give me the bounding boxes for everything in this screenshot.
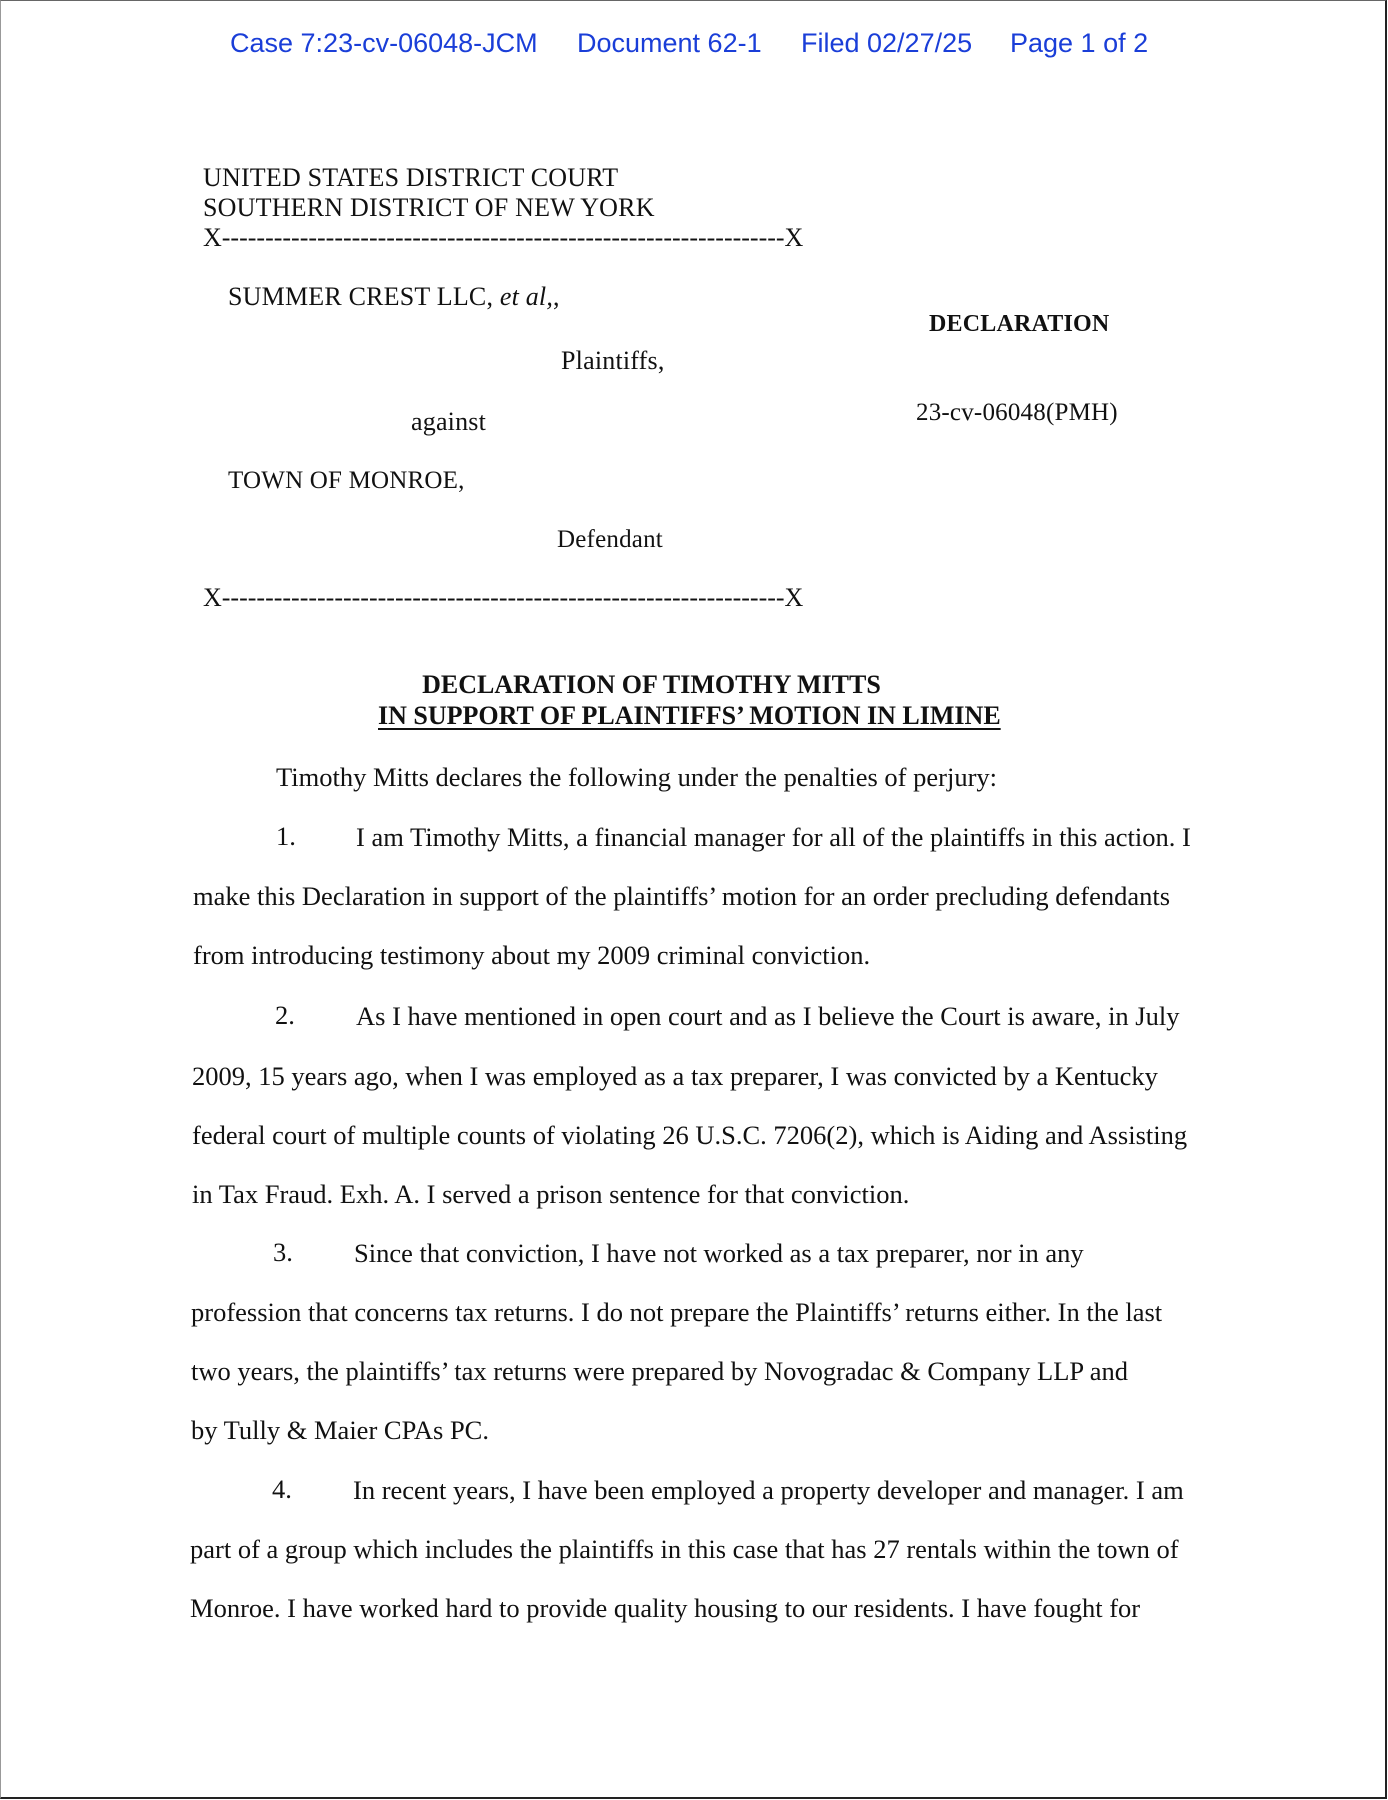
paragraph-number: 1.	[276, 821, 296, 851]
paragraph-number: 4.	[272, 1474, 292, 1504]
court-name-line2: SOUTHERN DISTRICT OF NEW YORK	[203, 193, 655, 222]
plaintiff-trailing-comma: ,	[553, 282, 560, 311]
caption-separator-top: X-----------------------------------------------------------------X	[203, 223, 804, 252]
paragraph-line: federal court of multiple counts of violating 26 U.S.C. 7206(2), which is Aiding and Assisting	[192, 1120, 1188, 1150]
paragraph-line: from introducing testimony about my 2009 criminal conviction.	[193, 940, 871, 970]
caption-separator-bottom: X-----------------------------------------------------------------X	[203, 583, 804, 612]
ecf-page-indicator: Page 1 of 2	[1010, 28, 1149, 58]
plaintiff-name-text: SUMMER CREST LLC,	[228, 282, 494, 311]
paragraph-line: by Tully & Maier CPAs PC.	[191, 1415, 489, 1445]
paragraph-line: profession that concerns tax returns. I do not prepare the Plaintiffs’ returns either. In the last	[191, 1297, 1163, 1327]
paragraph-number: 2.	[275, 1000, 295, 1030]
caption-against: against	[411, 407, 487, 436]
paragraph-line: Since that conviction, I have not worked as a tax preparer, nor in any	[354, 1238, 1084, 1268]
plaintiff-name	[228, 282, 560, 312]
ecf-case-number: Case 7:23-cv-06048-JCM	[230, 28, 538, 58]
ecf-filed-date: Filed 02/27/25	[801, 28, 973, 58]
defendant-label: Defendant	[557, 526, 663, 553]
paragraph-line: Monroe. I have worked hard to provide quality housing to our residents. I have fought for	[190, 1593, 1141, 1623]
paragraph-line: make this Declaration in support of the plaintiffs’ motion for an order precluding defendants	[193, 881, 1171, 911]
caption-doc-type: DECLARATION	[929, 311, 1110, 337]
ecf-document-number: Document 62-1	[577, 28, 762, 58]
paragraph-line: in Tax Fraud. Exh. A. I served a prison sentence for that conviction.	[192, 1179, 910, 1209]
plaintiffs-label: Plaintiffs,	[561, 346, 665, 375]
paragraph-line: 2009, 15 years ago, when I was employed as a tax preparer, I was convicted by a Kentucky	[192, 1061, 1158, 1091]
paragraph-line: part of a group which includes the plaintiffs in this case that has 27 rentals within the town of	[190, 1534, 1179, 1564]
paragraph-line: I am Timothy Mitts, a financial manager for all of the plaintiffs in this action. I	[356, 822, 1191, 852]
paragraph-line: two years, the plaintiffs’ tax returns were prepared by Novogradac & Company LLP and	[191, 1356, 1129, 1386]
paragraph-number: 3.	[273, 1237, 293, 1267]
plaintiff-etal: et al,	[499, 282, 554, 311]
docket-number: 23-cv-06048(PMH)	[916, 399, 1118, 426]
paragraph-line: As I have mentioned in open court and as I believe the Court is aware, in July	[356, 1001, 1180, 1031]
defendant-name: TOWN OF MONROE,	[228, 467, 465, 494]
declaration-intro: Timothy Mitts declares the following under the penalties of perjury:	[276, 762, 998, 792]
court-name-line1: UNITED STATES DISTRICT COURT	[203, 163, 619, 192]
paragraph-line: In recent years, I have been employed a property developer and manager. I am	[353, 1475, 1184, 1505]
declaration-title-line2: IN SUPPORT OF PLAINTIFFS’ MOTION IN LIMINE	[378, 701, 1001, 730]
declaration-title-line1: DECLARATION OF TIMOTHY MITTS	[422, 670, 881, 699]
